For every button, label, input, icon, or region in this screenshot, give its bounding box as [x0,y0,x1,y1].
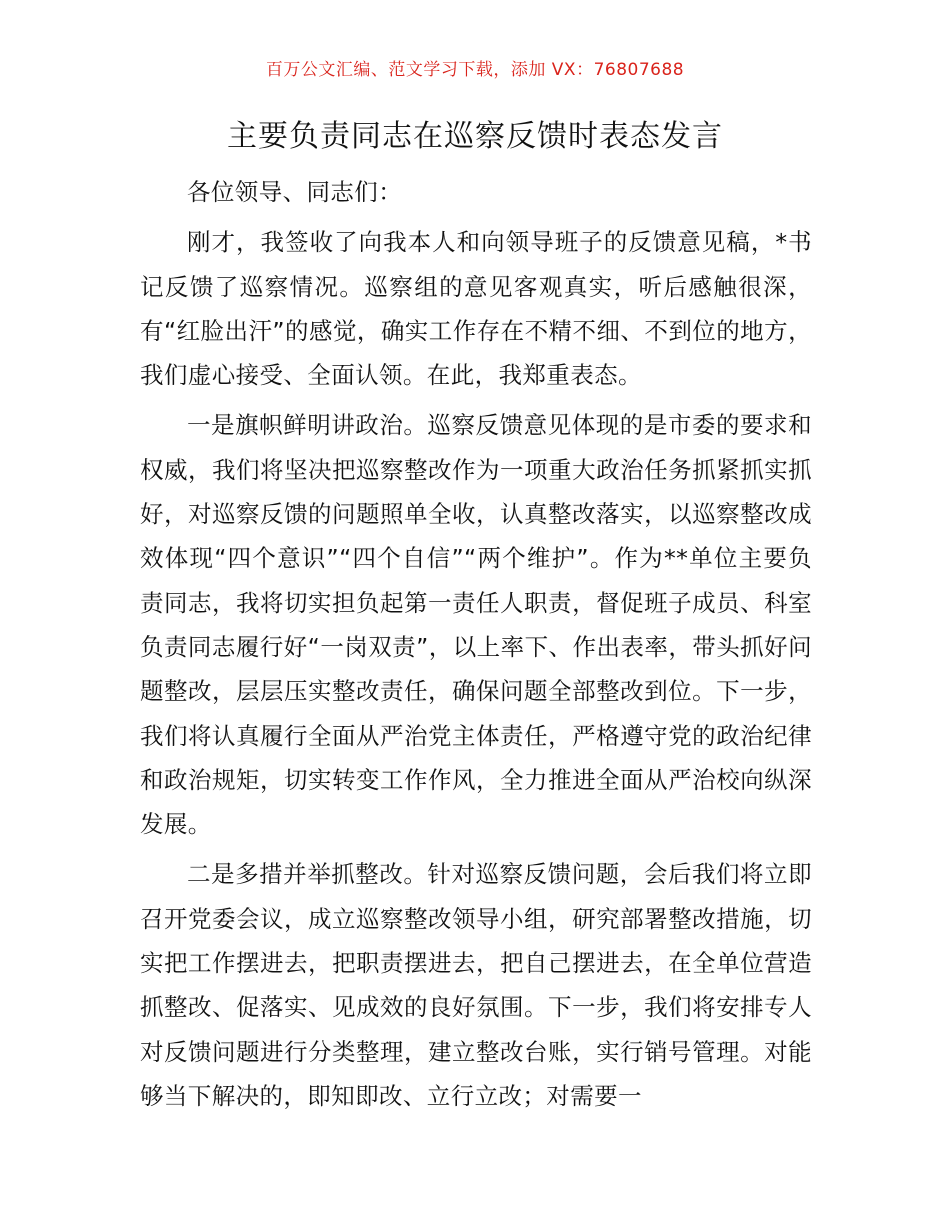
header-banner: 百万公文汇编、范文学习下载，添加 VX：76807688 [265,60,685,80]
paragraph-opening: 刚才，我签收了向我本人和向领导班子的反馈意见稿，*书记反馈了巡察情况。巡察组的意见客观真实，听后感触很深，有“红脸出汗”的感觉，确实工作存在不精不细、不到位的地方，我们虚心接受、全面认领。在此，我郑重表态。 [140,228,812,390]
document-title: 主要负责同志在巡察反馈时表态发言 [227,119,723,154]
paragraph-rectification: 二是多措并举抓整改。针对巡察反馈问题，会后我们将立即召开党委会议，成立巡察整改领导小组，研究部署整改措施，切实把工作摆进去，把职责摆进去，把自己摆进去，在全单位营造抓整改、促落实、见成效的良好氛围。下一步，我们将安排专人对反馈问题进行分类整理，建立整改台账，实行销号管理。对能够当下解决的，即知即改、立行立改；对需要一 [140,860,812,1110]
paragraph-politics: 一是旗帜鲜明讲政治。巡察反馈意见体现的是市委的要求和权威，我们将坚决把巡察整改作为一项重大政治任务抓紧抓实抓好，对巡察反馈的问题照单全收，认真整改落实，以巡察整改成效体现“四个意识”“四个自信”“两个维护”。作为**单位主要负责同志，我将切实担负起第一责任人职责，督促班子成员、科室负责同志履行好“一岗双责”，以上率下、作出表率，带头抓好问题整改，层层压实整改责任，确保问题全部整改到位。下一步，我们将认真履行全面从严治党主体责任，严格遵守党的政治纪律和政治规矩，切实转变工作作风，全力推进全面从严治校向纵深发展。 [140,411,812,839]
salutation: 各位领导、同志们： [187,178,403,206]
document-body [140,170,812,1118]
